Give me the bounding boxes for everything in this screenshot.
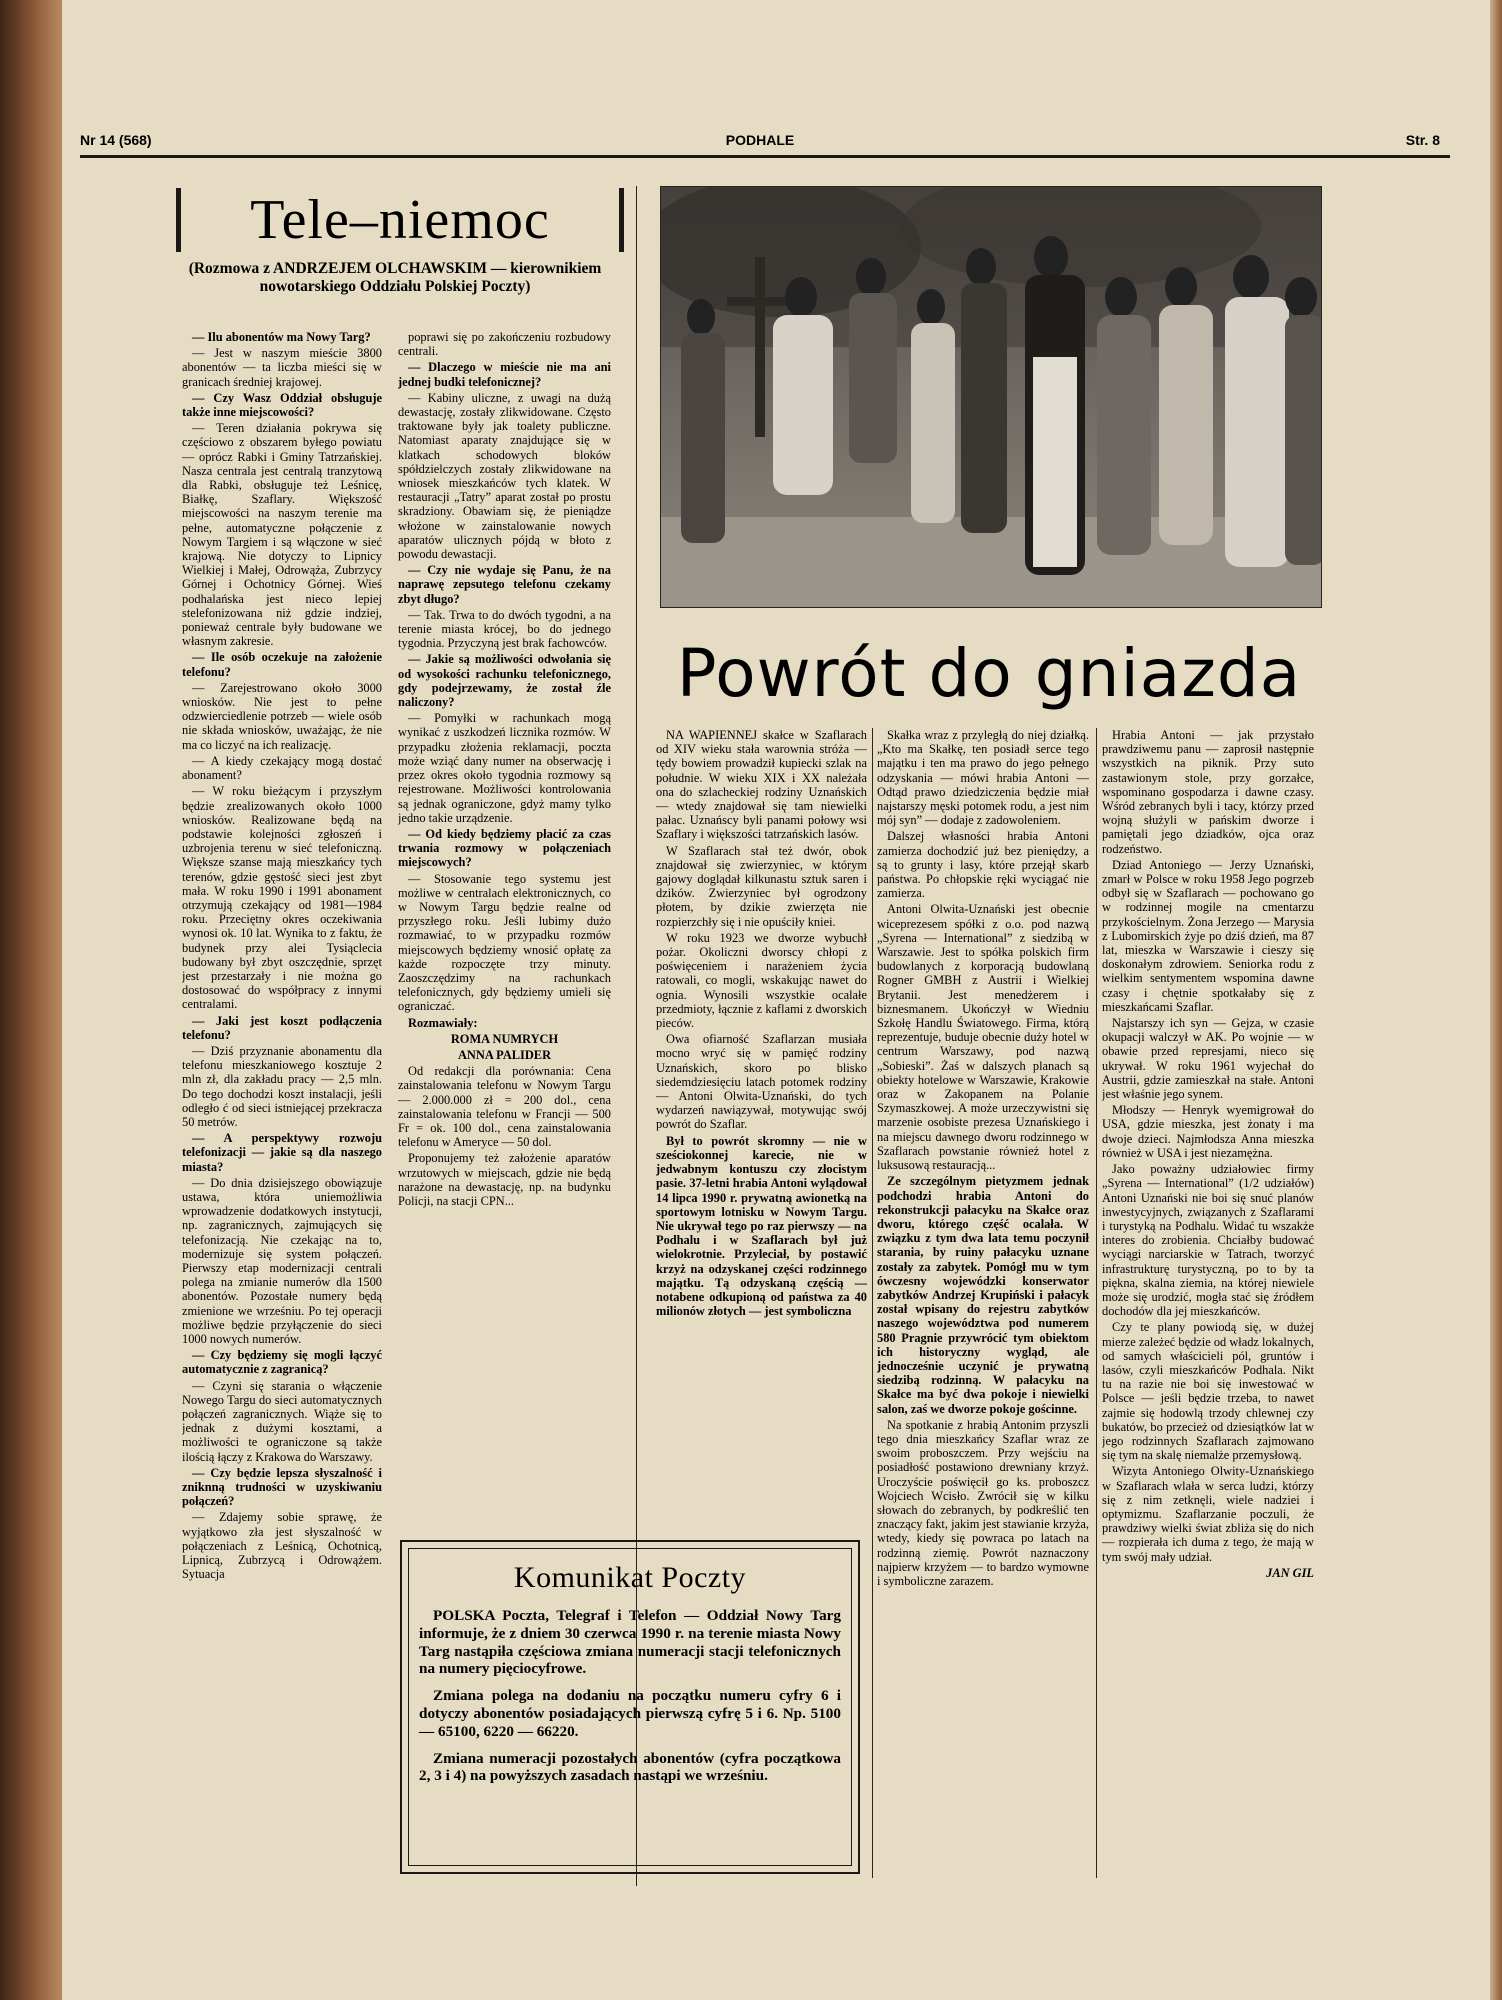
paragraph: — Jakie są możliwości odwołania się od wysokości rachunku telefonicznego, gdy podejrzewamy, że został źle naliczony? <box>398 652 611 710</box>
paragraph: — A perspektywy rozwoju telefonizacji — jakie są dla naszego miasta? <box>182 1131 382 1174</box>
paragraph: — Czy Wasz Oddział obsługuje także inne miejscowości? <box>182 390 382 420</box>
paragraph: Od redakcji dla porównania: Cena zainstalowania telefonu w Nowym Targu — 2.000.000 zł = 200 dol., cena zainstalowania telefonu w Francji — 500 Fr = ok. 100 dol., cena zainstalowania telefonu w Ameryce — 50 dol. <box>398 1064 611 1150</box>
paragraph: Młodszy — Henryk wyemigrował do USA, gdzie mieszka, jest żonaty i ma dwoje dzieci. Najmłodsza Anna mieszka również w USA i jest niezamężna. <box>1102 1103 1314 1160</box>
post-announcement-paragraph: POLSKA Poczta, Telegraf i Telefon — Oddział Nowy Targ informuje, że z dniem 30 czerwca 1990 r. na terenie miasta Nowy Targ nastąpiła częściowa zmiana numeracji stacji telefonicznych na numery pięciocyfrowe. <box>419 1607 841 1678</box>
event-photo <box>660 186 1322 608</box>
paragraph: JAN GIL <box>1266 1565 1314 1580</box>
paragraph: Antoni Olwita-Uznański jest obecnie wiceprezesem spółki z o.o. pod nazwą „Syrena — International” z siedzibą w Warszawie. Jest to spółka polskich firm budowlanych z korporacją budowlaną Rogner GMBH z Austrii i Wielkiej Brytanii. Jest menedżerem i biznesmanem. Ukończył w Wiedniu Szkołę Handlu Światowego. Firma, którą reprezentuje, buduje obecnie duży hotel w centrum Warszawy, pod nazwą „Sobieski”. Żaś w dalszych planach są obiekty hotelowe w Warszawie, Krakowie oraz w Zakopanem na Polanie Szymaszkowej. A może urzeczywistni się marzenie osobiste prezesa Uznańskiego i na miejscu dawnego dworu rodzinnego w Szaflarach powstanie również hotel z luksusową restauracją... <box>877 902 1089 1173</box>
paragraph: — W roku bieżącym i przyszłym będzie zrealizowanych około 1000 wniosków. Realizowane będą na podstawie kolejności zgłoszeń i uzbrojenia terenu w sieć telefoniczną. Większe szanse mają mieszkańcy tych terenów, gdzie gęstość sieci jest zbyt mała. W roku 1990 i 1991 abonament otrzymują czekający od 1981—1984 roku. Przeciętny okres oczekiwania wynosi ok. 10 lat. Wynika to z faktu, że budynek przy alei Tysiąclecia budowany był zbyt oszczędnie, sprzęt jest przestarzały i nie można go dostosować do współpracy z innymi centralami. <box>182 784 382 1012</box>
page-right-edge <box>1490 0 1502 2000</box>
paragraph: — Ile osób oczekuje na założenie telefonu? <box>182 650 382 679</box>
page-number: Str. 8 <box>1405 132 1440 148</box>
article-title: Powrót do gniazda <box>676 635 1302 712</box>
paragraph: Skałka wraz z przyległą do niej działką. „Kto ma Skałkę, ten posiadł serce tego majątku i ten ma prawo do jego pełnego odzyskania — mówi hrabia Antoni — Odtąd prawo dziedziczenia będzie miał najstarszy męski potomek rodu, a jest nim mój syn” — dodaje z zadowoleniem. <box>877 728 1089 828</box>
article-column-2 <box>877 728 1089 1884</box>
post-announcement-title: Komunikat Poczty <box>513 1561 747 1594</box>
paragraph: — Tak. Trwa to do dwóch tygodni, a na terenie miasta krócej, bo do jednego tygodnia. Przyczyną jest brak fachowców. <box>398 607 611 651</box>
paragraph: Był to powrót skromny — nie w sześciokonnej karecie, nie w jedwabnym kontuszu czy złocistym pasie. 37-letni hrabia Antoni wylądował 14 lipca 1990 r. prywatną awionetką na sportowym lotnisku w Nowym Targu. Nie ukrywał tego po raz pierwszy — na Podhalu i w Szaflarach był już wielokrotnie. Przyleciał, by postawić krzyż na odzyskanej części rodzinnego majątku. Tą odzyskaną częścią — notabene odkupioną od państwa za 40 milionów złotych — jest symboliczna <box>656 1133 867 1319</box>
paragraph: — Dlaczego w mieście nie ma ani jednej budki telefonicznej? <box>398 360 611 389</box>
paragraph: — Pomyłki w rachunkach mogą wynikać z uszkodzeń licznika rozmów. W przypadku złożenia reklamacji, poczta może wziąć dany numer na obserwację i przez okres około tygodnia rozmowy są rejestrowane. Możliwości kontrolowania są jednak ograniczone, gdyż mamy tylko jedno takie urządzenie. <box>398 711 611 825</box>
post-announcement-paragraph: Zmiana numeracji pozostałych abonentów (cyfra początkowa 2, 3 i 4) na powyższych zasadach nastąpi we wrześniu. <box>419 1749 841 1785</box>
paragraph: — Od kiedy będziemy płacić za czas trwania rozmowy w połączeniach miejscowych? <box>398 826 611 870</box>
paragraph: Najstarszy ich syn — Gejza, w czasie okupacji walczył w AK. Po wojnie — w obawie przed represjami, nieco się ukrywał. W roku 1961 wyjechał do Austrii, gdzie zamieszkał na stałe. Antoni jest właśnie jego synem. <box>1102 1016 1314 1102</box>
paragraph: — Jaki jest koszt podłączenia telefonu? <box>182 1013 382 1042</box>
paragraph: — Zarejestrowano około 3000 wniosków. Nie jest to pełne odzwierciedlenie potrzeb — wiele osób nie składa wniosków, uważając, że nie ma co liczyć na ich realizację. <box>182 680 382 752</box>
paragraph: — Czy będzie lepsza słyszalność i zniknną trudności w uzyskiwaniu połączeń? <box>182 1465 382 1509</box>
interview-column-2 <box>398 330 611 1320</box>
paragraph: — Czyni się starania o włączenie Nowego Targu do sieci automatycznych połączeń zagranicznych. Wiąże się to jednak z dużymi kosztami, a możliwości te ograniczone są także ilością łączy z Krakowa do Warszawy. <box>182 1378 382 1464</box>
paragraph: Hrabia Antoni — jak przystało prawdziwemu panu — zaprosił następnie wszystkich na piknik. Przy suto zastawionym stole, przy gorzałce, wspominano gospodarza i dawne czasy. Wśród zebranych byli i tacy, którzy przed wojną służyli w pańskim dworze i pamiętali jego dziadków, ojca oraz rodzeństwo. <box>1102 728 1314 856</box>
paragraph: — Czy będziemy się mogli łączyć automatycznie z zagranicą? <box>182 1348 382 1377</box>
interview-column-1 <box>182 330 382 1852</box>
paragraph: — Czy nie wydaje się Panu, że na naprawę zepsutego telefonu czekamy zbyt długo? <box>398 563 611 606</box>
paragraph: Ze szczególnym pietyzmem jednak podchodzi hrabia Antoni do rekonstrukcji pałacyku na Skałce oraz dworu, którego część ocalała. W związku z tym dwa lata temu poczynił starania, by ruiny pałacyku uznane zostały za zabytek. Pomógł mu w tym ówczesny wojewódzki konserwator zabytków Andrzej Krupiński i pałacyk został wpisany do rejestru zabytków naszego województwa pod numerem 580 Pragnie przywrócić tym obiektom ich historyczny wygląd, ale jednocześnie uczynić je prywatną siedzibą rodzinną. W pałacyku na Skałce ma być dwa pokoje i niewielki salon, zaś we dworze pokoje gościnne. <box>877 1174 1089 1416</box>
paragraph: — Teren działania pokrywa się częściowo z obszarem byłego powiatu — oprócz Rabki i Gminy Tatrzańskiej. Nasza centrala jest centralą tranzytową dla Rabki, obsługuje też Leśnicę, Białkę, Szaflary. Większość miejscowości na naszym terenie ma pełne, automatyczne połączenie z Nowym Targiem i są włączone w sieć krajową. Nie dotyczy to Lipnicy Wielkiej i Małej, Odrowąża, Zubrzycy Górnej i Ochotnicy Górnej. Wieś podhalańska jest nieco lepiej stelefonizowana niż gdzie indziej, ponieważ centrale były budowane we własnym zakresie. <box>182 421 382 649</box>
paragraph: — Kabiny uliczne, z uwagi na dużą dewastację, zostały zlikwidowane. Często traktowane były jak toalety publiczne. Natomiast aparaty znajdujące się w klatkach schodowych bloków spółdzielczych zostały zlikwidowane na wniosek mieszkańców tych klatek. W restauracji „Tatry” aparat został po prostu skradziony. Obawiam się, że pieniądze włożone w zainstalowanie nowych aparatów ulicznych pójdą w błoto z powodu dewastacji. <box>398 390 611 562</box>
page-header <box>80 128 1440 154</box>
paragraph: Proponujemy też założenie aparatów wrzutowych w miejscach, gdzie nie będą narażone na dewastację, np. na budynku Policji, na stacji CPN... <box>398 1151 611 1208</box>
paragraph: Owa ofiarność Szaflarzan musiała mocno wryć się w pamięć rodziny Uznańskich, skoro po blisko siedemdziesięciu latach potomek rodziny — Antoni Olwita-Uznański, do tych wydarzeń nawiązywał, motywując swój powrót do Szaflar. <box>656 1032 867 1132</box>
header-rule <box>80 155 1450 158</box>
post-announcement-inner-frame <box>408 1548 852 1866</box>
paragraph: ANNA PALIDER <box>457 1047 552 1062</box>
paragraph: — Ilu abonentów ma Nowy Targ? <box>192 330 371 344</box>
issue-number: Nr 14 (568) <box>80 132 152 148</box>
paragraph: W roku 1923 we dworze wybuchł pożar. Okoliczni dworscy chłopi z poświęceniem i narażeniem życia ratowali, co mogli, wskakując nawet do ognia. Wynosili wszystkie ocalałe przedmioty, łącznie z kaflami z dworskich pieców. <box>656 930 867 1031</box>
interview-subtitle: (Rozmowa z ANDRZEJEM OLCHAWSKIM — kierownikiem nowotarskiego Oddziału Polskiej Poczty) <box>188 260 602 295</box>
newspaper-name: PODHALE <box>725 132 795 148</box>
paragraph: Czy te plany powiodą się, w dużej mierze zależeć będzie od władz lokalnych, od samych właścicieli pól, gruntów i lasów, czyli mieszkańców Podhala. Nikt tu na razie nie boi się inwestować w Polsce — jeśli będzie trzeba, to nawet zajmie się hodowlą trzody chlewnej czy bukatów, bo przecież od dziesiątków lat w jego rodzinnych Szaflarach zajmowano się tym na skalę niemalże przemysłową. <box>1102 1320 1314 1463</box>
paragraph: NA WAPIENNEJ skałce w Szaflarach od XIV wieku stała warownia stróża — tędy bowiem prowadził kupiecki szlak na południe. W wieku XIX i XX należała ona do szlacheckiej rodziny Uznańskich — wtedy znajdował się tam niewielki pałac. Uznańscy byli panami połowy wsi Szaflary i większości tatrzańskich lasów. <box>656 728 867 842</box>
post-announcement-paragraph: Zmiana polega na dodaniu na początku numeru cyfry 6 i dotyczy abonentów posiadających pierwszą cyfrę 5 i 6. Np. 5100 — 65100, 6220 — 66220. <box>419 1687 841 1740</box>
article-column-3 <box>1102 728 1314 1884</box>
paragraph: Wizyta Antoniego Olwity-Uznańskiego w Szaflarach wlała w serca ludzi, którzy się z nim zetknęli, wiele nadziei i optymizmu. Szaflarzanie poczuli, że prawdziwy wielki świat zbliża się do nich — rozpierała ich duma z tego, że mają w tym swój mały udział. <box>1102 1464 1314 1564</box>
paragraph: W Szaflarach stał też dwór, obok znajdował się zwierzyniec, w którym gajowy doglądał kilkunastu sztuk saren i dzików. Zwierzyniec był ogrodzony płotem, by dzikie zwierzęta nie rozpierzchły się i nie opuściły kniei. <box>656 843 867 929</box>
paragraph: — A kiedy czekający mogą dostać abonament? <box>182 753 382 783</box>
post-announcement-box <box>400 1540 860 1874</box>
interview-title: Tele–niemoc <box>176 188 624 252</box>
paragraph: Dziad Antoniego — Jerzy Uznański, zmarł w Polsce w roku 1958 Jego pogrzeb odbył się w Szaflarach — pochowano go w rodzinnej mogile na cmentarzu przykościelnym. Żona Jerzego — Marysia z Lubomirskich żyje po dziś dzień, ma 87 lat, mieszka w Warszawie i cieszy się doskonałym zdrowiem. Seniorka rodu z wielkim sentymentem wspomina dawne czasy i chętnie spotkałaby się z mieszkańcami Szaflar. <box>1102 857 1314 1014</box>
paragraph: Dalszej własności hrabia Antoni zamierza dochodzić już bez pieniędzy, a są to grunty i lasy, które przejął skarb państwa. Po chłopskie ręki wyciągać nie zamierza. <box>877 829 1089 901</box>
paragraph: — Zdajemy sobie sprawę, że wyjątkowo zła jest słyszalność w połączeniach z Leśnicą, Ochotnicą, Lipnicą, Zubrzycą i Odrowążem. Sytuacja <box>182 1510 382 1582</box>
column-divider <box>1096 728 1097 1878</box>
paragraph: — Jest w naszym mieście 3800 abonentów — ta liczba mieści się w granicach średniej krajowej. <box>182 346 382 389</box>
paragraph: — Dziś przyznanie abonamentu dla telefonu mieszkaniowego kosztuje 2 mln zł, dla zakładu pracy — 2,5 mln. Do tego dochodzi koszt instalacji, jeśli odległo ć od sieci istniejącej przekracza 50 metrów. <box>182 1043 382 1129</box>
paragraph: poprawi się po zakończeniu rozbudowy centrali. <box>398 330 611 359</box>
paragraph: Jako poważny udziałowiec firmy „Syrena — International” (1/2 udziałów) Antoni Uznański nie boi się snuć planów inwestycyjnych, związanych z Szaflarami i turystyką na Podhalu. Widać tu wszakże interes do zrobienia. Chciałby budować wyciągi narciarskie w Tatrach, tworzyć infrastrukturę turystyczną, po to by ta piękna, skalna ziemia, na której niewiele może się urodzić, mogła stać się źródłem dochodów dla jej mieszkańców. <box>1102 1162 1314 1319</box>
paragraph: Na spotkanie z hrabią Antonim przyszli tego dnia mieszkańcy Szaflar wraz ze swoim proboszczem. Przy wejściu na posiadłość postawiono drewniany krzyż. Uroczyście poświęcił go ks. proboszcz Wojciech Wcisło. Zwrócił się w kilku słowach do zebranych, by podkreślić ten znaczący fakt, jakim jest stawianie krzyża, wtedy, kiedy się powraca po latach na rodzinną ziemię. Powrót naznaczony najpierw krzyżem — to bardzo wymowne i symboliczne zarazem. <box>877 1417 1089 1588</box>
paragraph: — Stosowanie tego systemu jest możliwe w centralach elektronicznych, co w Nowym Targu będzie realne od przyszłego roku. Jeśli lubimy dużo rozmawiać, to w przypadku rozmów miejscowych będziemy wnosić opłatę za każde rozpoczęte trzy minuty. Zaoszczędzimy na rachunkach telefonicznych, gdy będziemy umieli się ograniczać. <box>398 871 611 1014</box>
page-binding-edge <box>0 0 62 2000</box>
column-divider <box>872 728 873 1878</box>
paragraph: — Do dnia dzisiejszego obowiązuje ustawa, która uniemożliwia wprowadzenie dodatkowych instytucji, np. zagranicznych, zajmujących się telefonizacją. Nie czekając na to, modernizuje się system połączeń. Pierwszy etap modernizacji centrali polega na zmianie numerów dla 1500 abonentów. Pozostałe numery będą zmienione we wrześniu. Po tej operacji możliwe będzie przyłączenie do sieci 1000 nowych numerów. <box>182 1175 382 1347</box>
paragraph: Rozmawiały: <box>408 1015 478 1030</box>
paragraph: ROMA NUMRYCH <box>450 1031 559 1046</box>
crowd-photo-image <box>661 187 1321 607</box>
